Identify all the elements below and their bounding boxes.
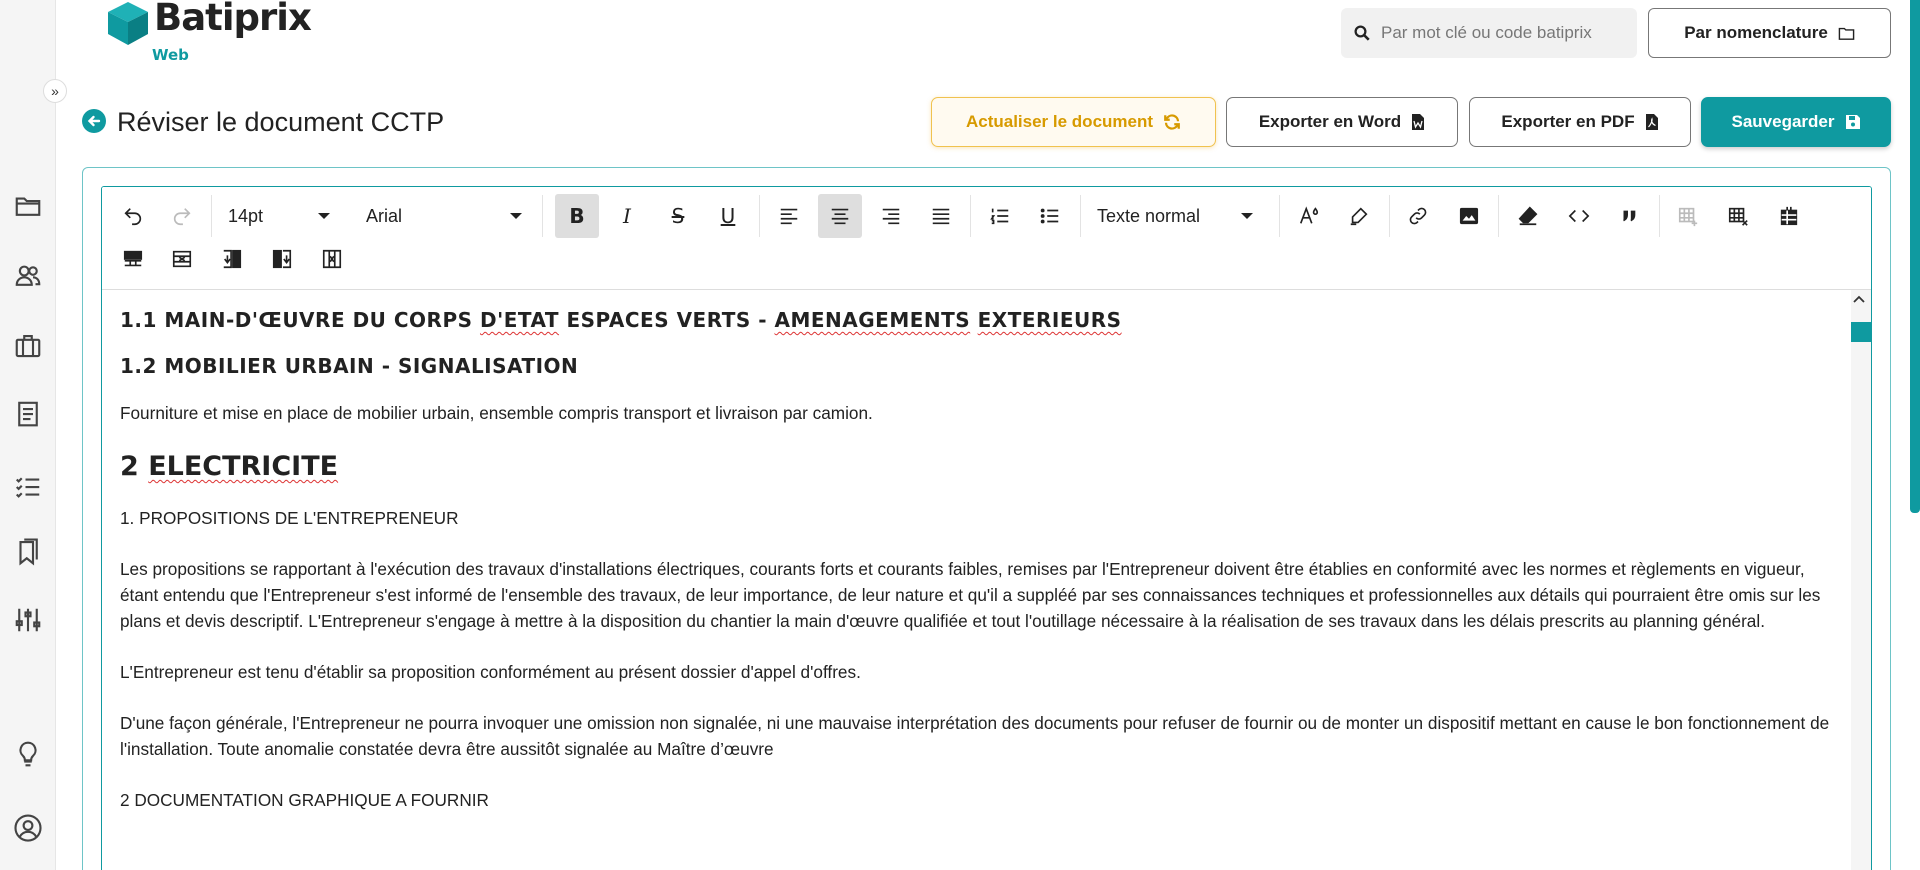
pdf-file-icon [1645, 113, 1659, 131]
paragraph-propositions-title: 1. PROPOSITIONS DE L'ENTREPRENEUR [120, 508, 459, 528]
chevron-down-icon [510, 213, 522, 219]
delete-table-icon[interactable] [1716, 194, 1760, 238]
export-word-label: Exporter en Word [1258, 112, 1402, 131]
table-properties-icon[interactable] [1767, 194, 1811, 238]
refresh-icon [1163, 113, 1181, 131]
save-label: Sauvegarder [1731, 112, 1835, 131]
sliders-icon[interactable] [10, 602, 46, 638]
align-justify-icon[interactable] [919, 194, 963, 238]
rich-text-editor [101, 186, 1872, 870]
numbered-list-icon[interactable] [978, 194, 1022, 238]
heading-2-electricite: 2 ELECTRICITE [120, 451, 339, 482]
block-format-value: Texte normal [1097, 205, 1201, 226]
sidebar [0, 0, 59, 870]
align-center-icon[interactable] [818, 194, 862, 238]
link-icon[interactable] [1396, 194, 1440, 238]
page-scrollbar[interactable] [1910, 0, 1920, 513]
page-title: Réviser le document CCTP [117, 107, 445, 137]
text-color-icon[interactable] [1287, 194, 1331, 238]
sidebar-expand-toggle[interactable]: » [43, 79, 67, 103]
redo-icon[interactable] [160, 194, 204, 238]
highlighter-icon[interactable] [1337, 194, 1381, 238]
save-icon [1845, 114, 1861, 130]
editor-scroll-thumb[interactable] [1851, 322, 1871, 342]
bookmarks-icon[interactable] [10, 534, 46, 570]
document-icon[interactable] [10, 396, 46, 432]
export-word-button[interactable] [1226, 97, 1458, 147]
refresh-document-button[interactable] [931, 97, 1216, 147]
chevron-up-icon[interactable] [1853, 290, 1916, 306]
word-file-icon [1411, 113, 1425, 131]
bold-button[interactable]: B [555, 194, 599, 238]
chevron-down-icon [1241, 213, 1253, 219]
heading-1-1: 1.1 MAIN-D'ŒUVRE DU CORPS D'ETAT ESPACES VERTS - AMENAGEMENTS EXTERIEURS [120, 308, 1122, 332]
chevron-down-icon [318, 213, 330, 219]
eraser-icon[interactable] [1506, 194, 1550, 238]
image-icon[interactable] [1447, 194, 1491, 238]
underline-button[interactable]: U [720, 204, 736, 228]
bullet-list-icon[interactable] [1028, 194, 1072, 238]
briefcase-icon[interactable] [10, 328, 46, 364]
quote-icon[interactable] [1607, 194, 1651, 238]
search-input[interactable] [1381, 23, 1621, 43]
export-pdf-label: Exporter en PDF [1501, 112, 1635, 131]
align-right-icon[interactable] [869, 194, 913, 238]
paragraph-propositions: Les propositions se rapportant à l'exécution des travaux d'installations électriques, courants forts et courants faibles, remises par l'Entrepreneur doivent être établies en conformité avec les normes et règlements en vigueur, étant entendu que l'Entrepreneur s'est informé de l'ensemble des travaux, de leur importance, de leur nature et qu'il a suppléé par ses connaissances techniques et professionnelles aux détails qui pourraient être omis sur les plans et devis descriptif. L'Entrepreneur s'engage à mettre à la disposition du chantier la main d'œuvre qualifiée et tout l'outillage nécessaire à la réalisation de ses travaux dans les délais prescrits au planning général. [120, 559, 1821, 631]
block-format-select[interactable] [1089, 201, 1261, 231]
delete-row-icon[interactable] [160, 237, 204, 281]
users-icon[interactable] [10, 258, 46, 294]
brand-logo[interactable] [106, 0, 311, 66]
checklist-icon[interactable] [10, 469, 46, 505]
brand-sub: Web [152, 46, 189, 64]
brand-name: Batiprix [154, 0, 311, 39]
font-family-value: Arial [366, 205, 403, 226]
font-size-select[interactable] [220, 201, 338, 231]
search-box [1341, 8, 1637, 58]
italic-button[interactable]: I [623, 204, 631, 228]
insert-column-before-icon[interactable] [210, 237, 254, 281]
font-family-select[interactable] [358, 201, 530, 231]
insert-table-icon[interactable] [1666, 194, 1710, 238]
folder-icon [1838, 26, 1855, 41]
refresh-label: Actualiser le document [965, 112, 1154, 131]
paragraph-proposition-conformite: L'Entrepreneur est tenu d'établir sa proposition conformément au présent dossier d'appel d'offres. [120, 662, 861, 682]
document-content[interactable] [102, 290, 1852, 870]
nomenclature-button[interactable] [1648, 8, 1891, 58]
paragraph-mobilier: Fourniture et mise en place de mobilier urbain, ensemble compris transport et livraison par camion. [120, 403, 873, 423]
lightbulb-icon[interactable] [10, 736, 46, 772]
editor-toolbar [102, 187, 1871, 290]
save-button[interactable] [1701, 97, 1891, 147]
insert-row-icon[interactable] [111, 237, 155, 281]
paragraph-documentation-title: 2 DOCUMENTATION GRAPHIQUE A FOURNIR [120, 790, 489, 810]
undo-icon[interactable] [111, 194, 155, 238]
logo-cube-icon [106, 0, 150, 46]
export-pdf-button[interactable] [1469, 97, 1691, 147]
delete-column-icon[interactable] [310, 237, 354, 281]
font-size-value: 14pt [228, 205, 264, 226]
folder-icon[interactable] [10, 188, 46, 224]
search-icon [1353, 24, 1371, 42]
align-left-icon[interactable] [767, 194, 811, 238]
insert-column-after-icon[interactable] [260, 237, 304, 281]
strikethrough-button[interactable]: S [671, 204, 685, 228]
nomenclature-label: Par nomenclature [1684, 23, 1828, 42]
heading-1-2: 1.2 MOBILIER URBAIN - SIGNALISATION [120, 354, 579, 378]
account-icon[interactable] [10, 810, 46, 846]
back-arrow-icon[interactable] [82, 109, 106, 133]
code-icon[interactable] [1557, 194, 1601, 238]
editor-scrollbar[interactable] [1851, 290, 1871, 870]
paragraph-omission: D'une façon générale, l'Entrepreneur ne pourra invoquer une omission non signalée, ni une mauvaise interprétation des documents pour refuser de fournir ou de monter un dispositif mettant en cause le bon fonctionnement de l'installation. Toute anomalie constatée devra être aussitôt signalée au Maître d’œuvre [120, 713, 1830, 759]
